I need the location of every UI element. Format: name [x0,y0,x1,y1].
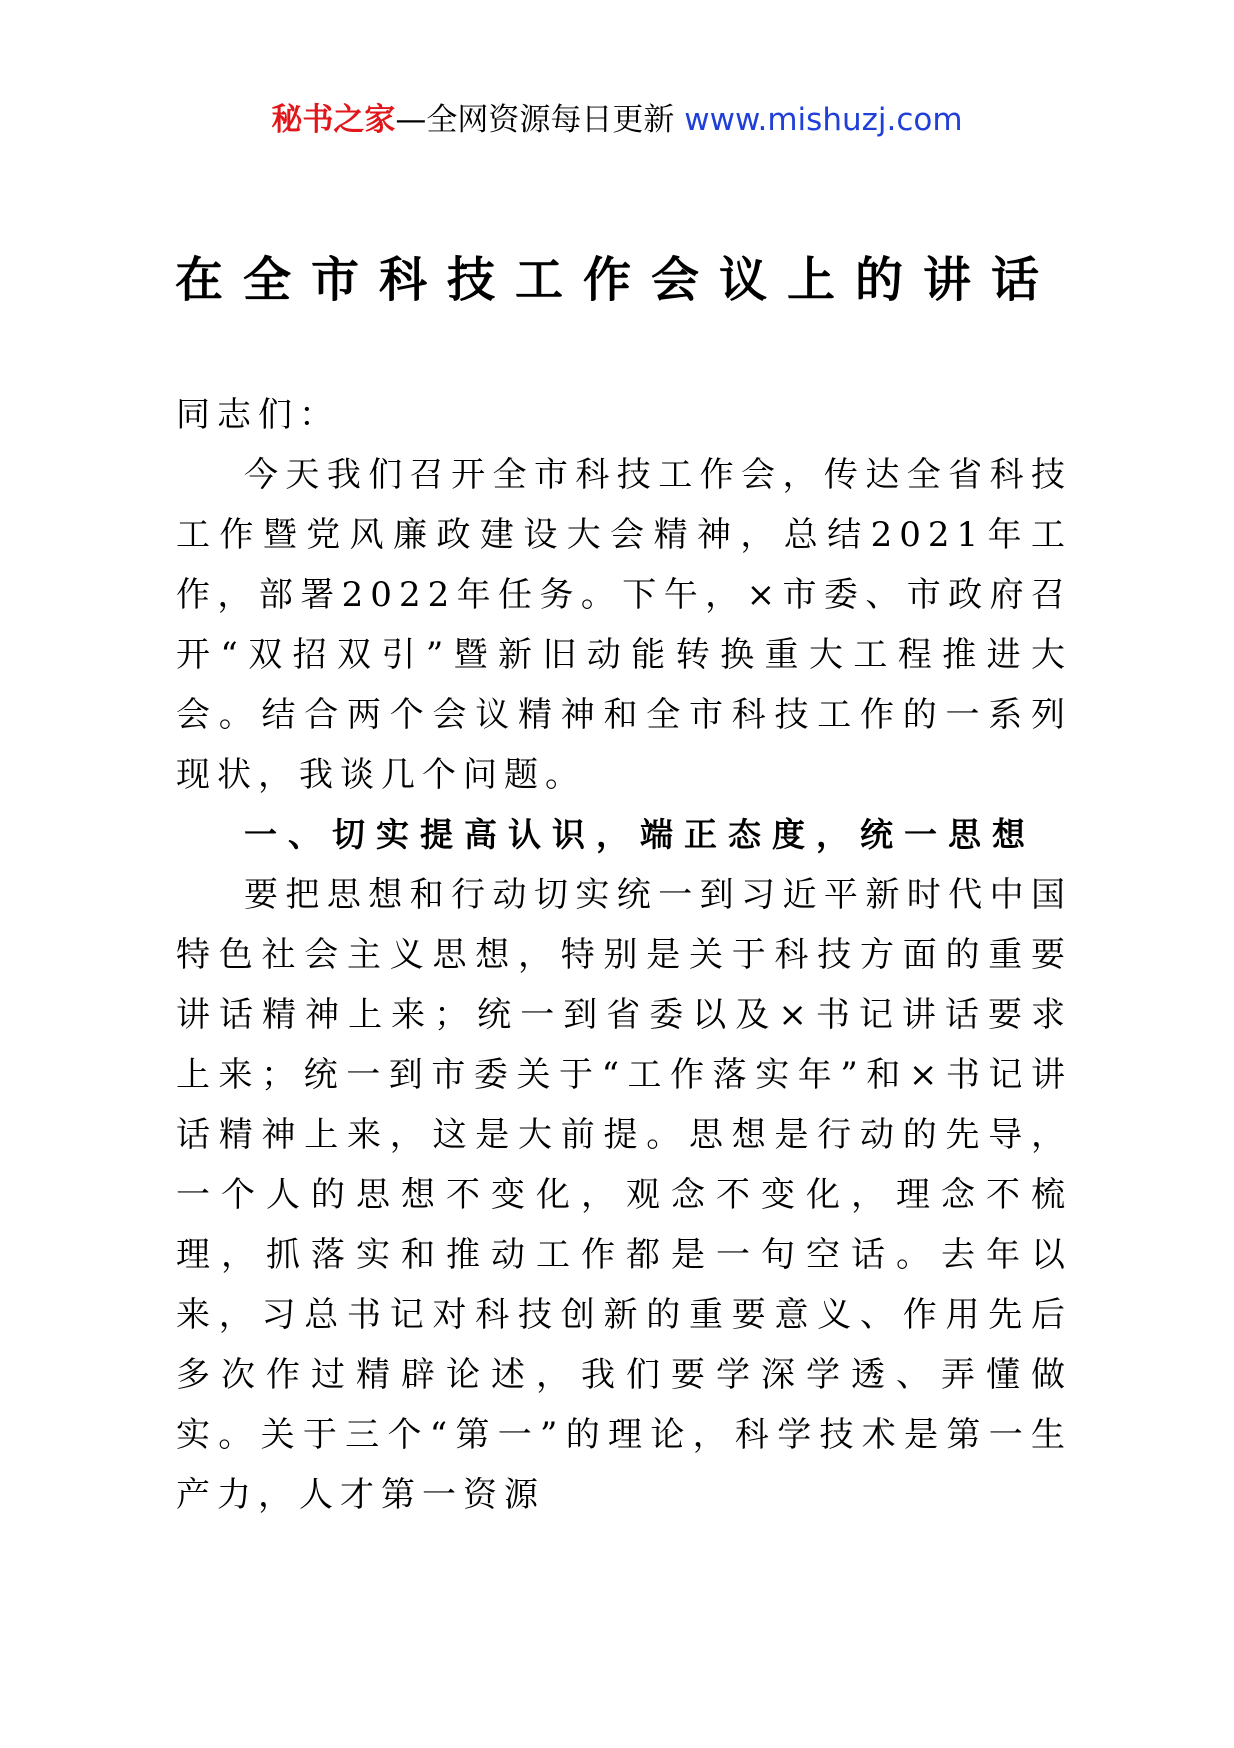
document-body [176,385,1072,1525]
document-title: 在全市科技工作会议上的讲话 [174,252,1059,308]
section-heading-1: 一、切实提高认识，端正态度，统一思想 [244,815,1036,854]
site-header [0,100,1234,140]
site-url-link[interactable]: www.mishuzj.com [684,102,963,138]
site-slogan: —全网资源每日更新 [395,102,675,138]
site-brand: 秘书之家 [271,102,396,138]
paragraph-section-1: 要把思想和行动切实统一到习近平新时代中国特色社会主义思想，特别是关于科技方面的重要讲话精神上来；统一到省委以及×书记讲话要求上来；统一到市委关于“工作落实年”和×书记讲话精神上来，这是大前提。思想是行动的先导，一个人的思想不变化，观念不变化，理念不梳理，抓落实和推动工作都是一句空话。去年以来，习总书记对科技创新的重要意义、作用先后多次作过精辟论述，我们要学深学透、弄懂做实。关于三个“第一”的理论，科学技术是第一生产力，人才第一资源 [176,875,1072,1515]
salutation: 同志们： [176,395,340,435]
paragraph-intro: 今天我们召开全市科技工作会，传达全省科技工作暨党风廉政建设大会精神，总结2021年工作，部署2022年任务。下午，×市委、市政府召开“双招双引”暨新旧动能转换重大工程推进大会。结合两个会议精神和全市科技工作的一系列现状，我谈几个问题。 [176,455,1072,795]
